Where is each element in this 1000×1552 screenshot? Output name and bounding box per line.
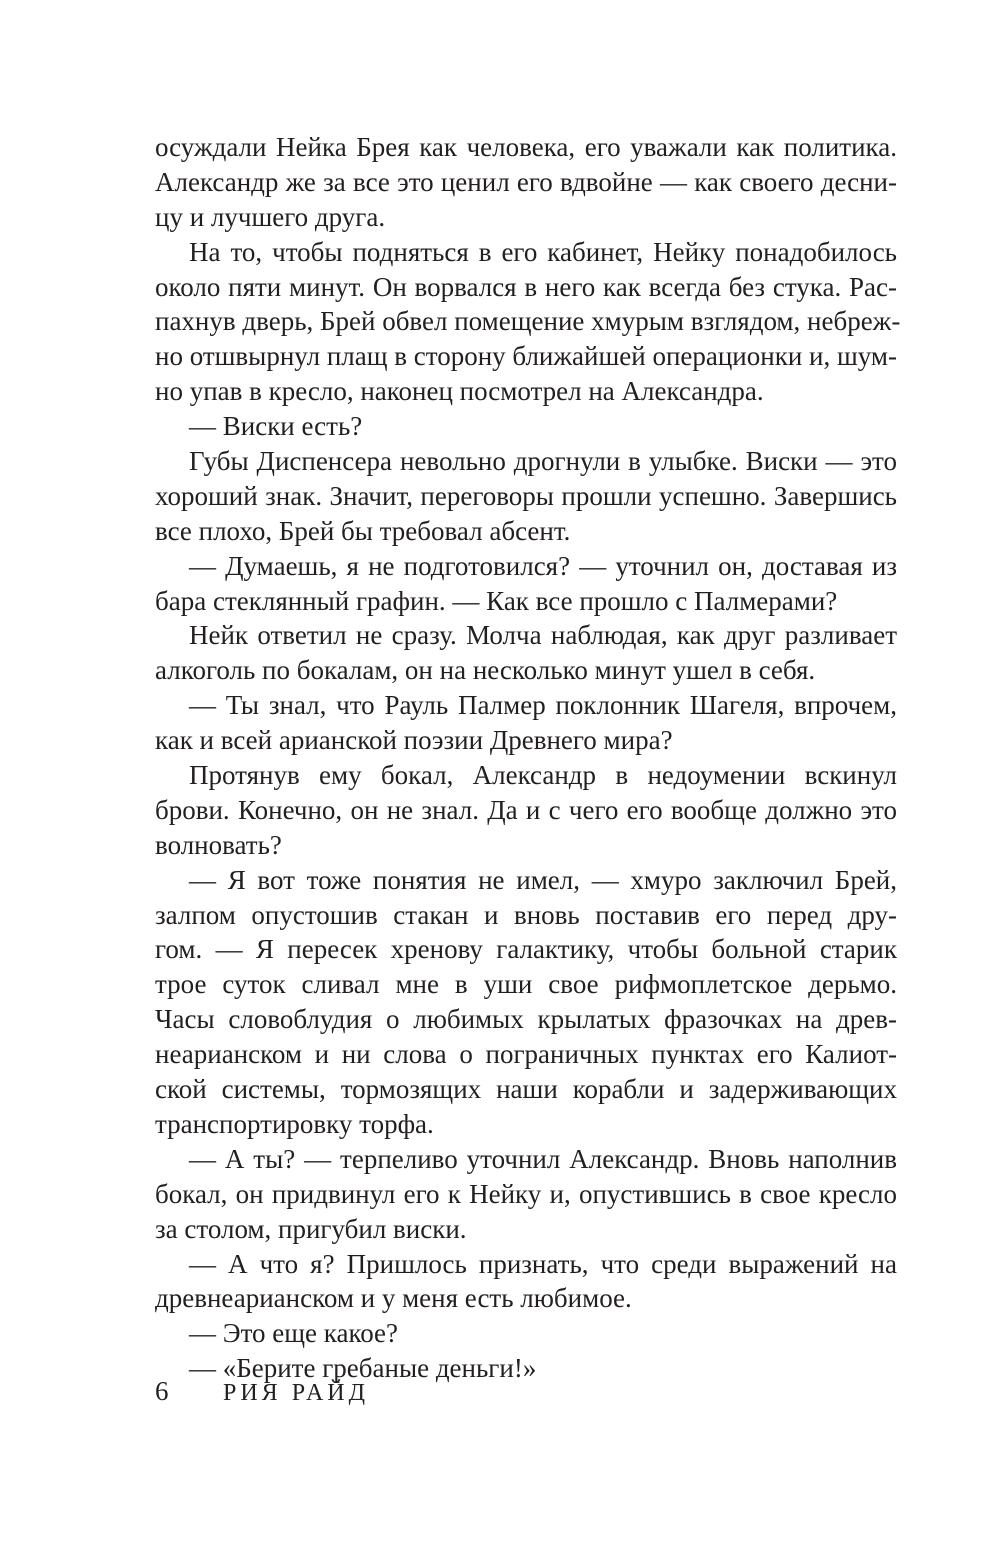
text-line: бара стеклянный графин. — Как все прошло с Палмерами? (155, 585, 838, 616)
text-line: Губы Диспенсера невольно дрогнули в улыбке. Виски — это (189, 446, 897, 477)
page-number: 6 (155, 1376, 169, 1406)
text-line: — А ты? — терпеливо уточнил Александр. Вновь наполнив (189, 1143, 897, 1174)
text-line: пахнув дверь, Брей обвел помещение хмурым взглядом, небреж- (155, 306, 901, 337)
text-line: — Виски есть? (189, 411, 363, 442)
text-line: волновать? (155, 829, 282, 860)
text-line: неарианском и ни слова о пограничных пунктах его Калиот- (155, 1039, 897, 1070)
text-line: — Я вот тоже понятия не имел, — хмуро заключил Брей, (189, 864, 897, 895)
text-line: — «Берите гребаные деньги!» (189, 1353, 537, 1384)
text-line: трое суток сливал мне в уши свое рифмоплетское дерьмо. (155, 969, 897, 1000)
text-line: за столом, пригубил виски. (155, 1213, 467, 1244)
text-line: транспортировку торфа. (155, 1108, 434, 1139)
text-line: древнеарианском и у меня есть любимое. (155, 1283, 632, 1314)
author-name: РИЯ РАЙД (223, 1380, 369, 1406)
text-line: но отшвырнул плащ в сторону ближайшей операционки и, шум- (155, 341, 897, 372)
text-line: Александр же за все это ценил его вдвойне — как своего десни- (155, 166, 897, 197)
text-line: гом. — Я пересек хренову галактику, чтобы больной старик (155, 934, 897, 965)
text-line: около пяти минут. Он ворвался в него как всегда без стука. Рас- (155, 271, 897, 302)
text-line: цу и лучшего друга. (155, 201, 386, 232)
text-line: хороший знак. Значит, переговоры прошли успешно. Завершись (155, 480, 897, 511)
text-line: бокал, он придвинул его к Нейку и, опустившись в свое кресло (155, 1178, 897, 1209)
text-line: как и всей арианской поэзии Древнего мира? (155, 725, 673, 756)
text-line: но упав в кресло, наконец посмотрел на Александра. (155, 376, 764, 407)
text-line: ской системы, тормозящих наши корабли и задерживающих (155, 1074, 897, 1105)
text-line: Протянув ему бокал, Александр в недоумении вскинул (189, 760, 897, 791)
page-footer (155, 1374, 369, 1408)
body-text (155, 130, 901, 1386)
text-line: все плохо, Брей бы требовал абсент. (155, 515, 571, 546)
text-line: Часы словоблудия о любимых крылатых фразочках на древ- (155, 1004, 897, 1035)
text-line: — Это еще какое? (189, 1318, 399, 1349)
text-line: брови. Конечно, он не знал. Да и с чего его вообще должно это (155, 794, 897, 825)
text-line: Нейк ответил не сразу. Молча наблюдая, как друг разливает (189, 620, 897, 651)
text-line: — Ты знал, что Рауль Палмер поклонник Шагеля, впрочем, (189, 690, 897, 721)
text-line: — А что я? Пришлось признать, что среди выражений на (189, 1248, 897, 1279)
text-line: алкоголь по бокалам, он на несколько минут ушел в себя. (155, 655, 816, 686)
text-line: На то, чтобы подняться в его кабинет, Нейку понадобилось (189, 236, 897, 267)
text-line: — Думаешь, я не подготовился? — уточнил он, доставая из (189, 550, 897, 581)
text-line: осуждали Нейка Брея как человека, его уважали как политика. (155, 132, 897, 162)
text-line: залпом опустошив стакан и вновь поставив его перед дру- (155, 899, 897, 930)
